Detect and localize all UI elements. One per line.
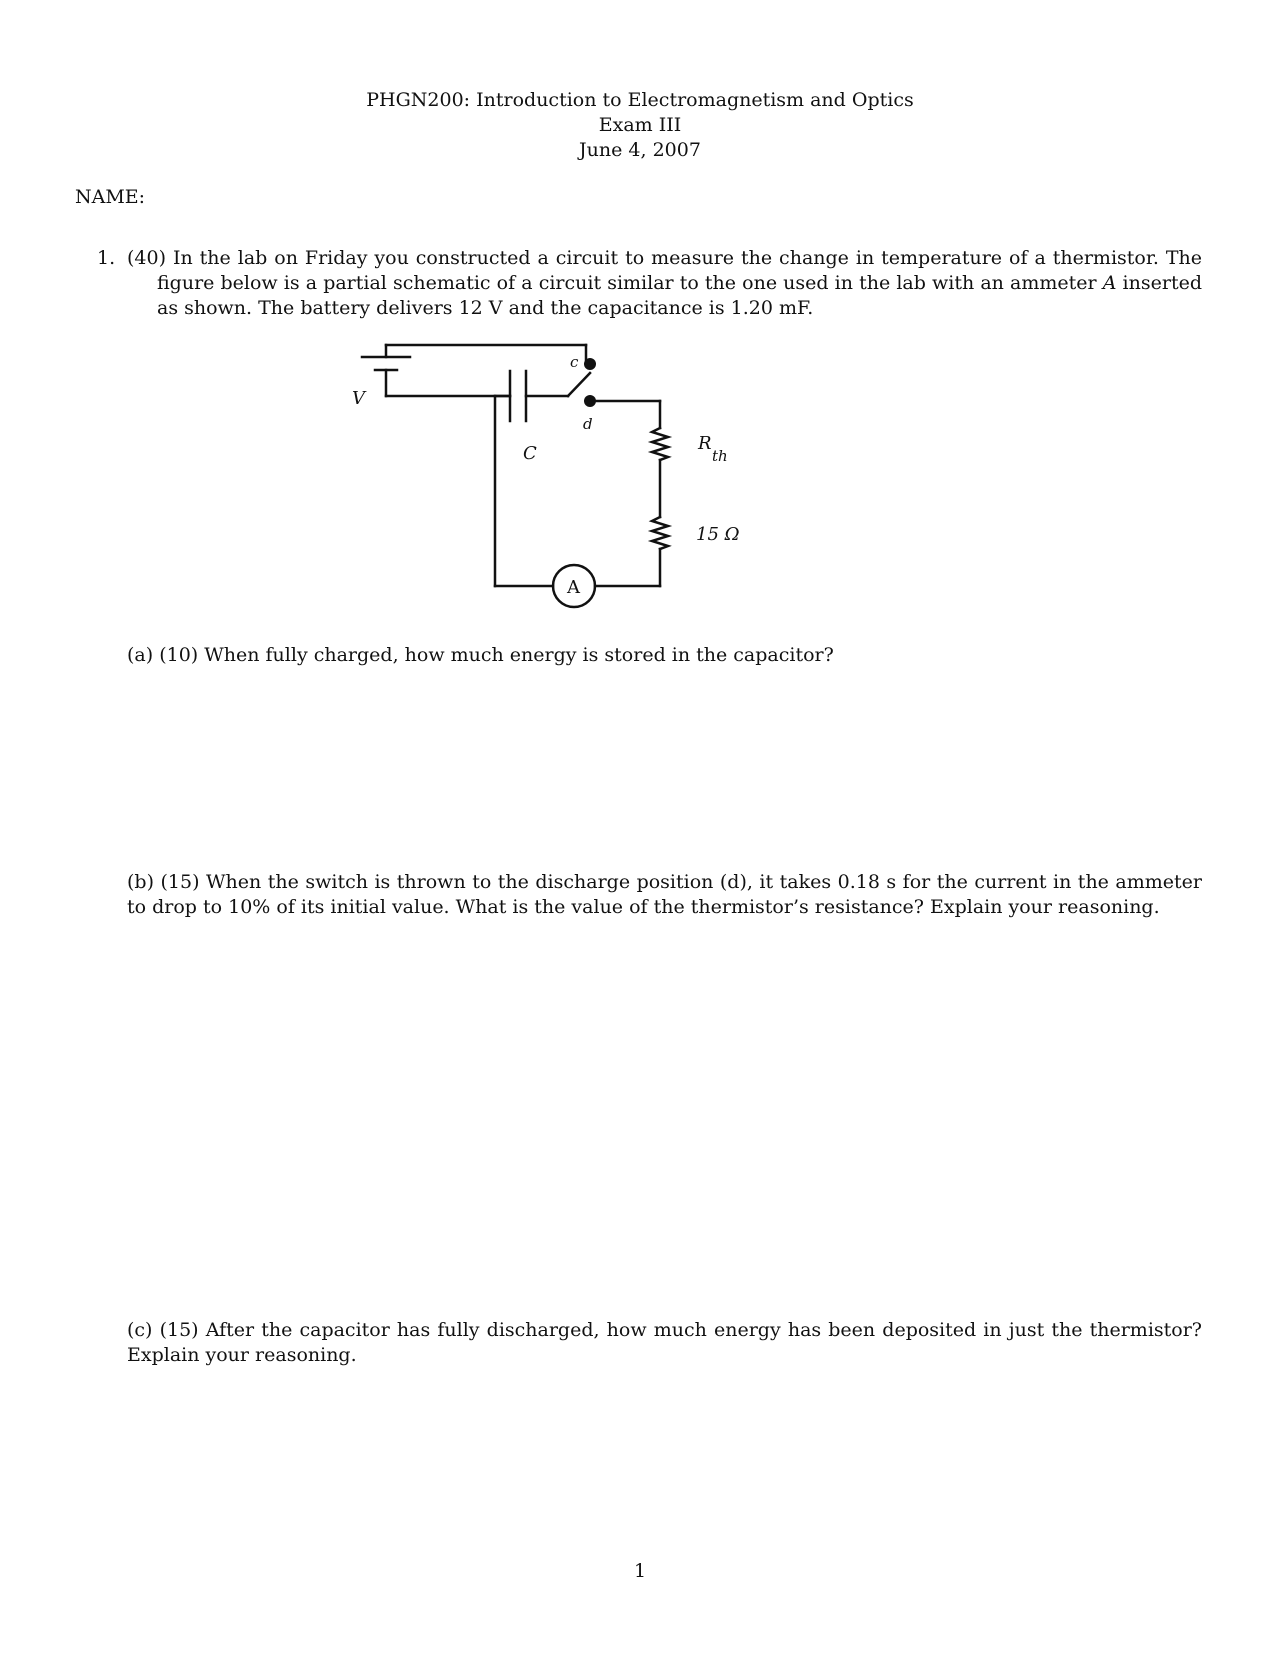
switch-c-label: c bbox=[570, 353, 579, 371]
circuit-diagram bbox=[0, 0, 1280, 640]
name-label: NAME: bbox=[75, 186, 146, 208]
part-a: (a) (10) When fully charged, how much energy is stored in the capacitor? bbox=[127, 644, 834, 666]
exam-title: Exam III bbox=[598, 114, 682, 136]
ammeter-symbol: A bbox=[1102, 272, 1117, 294]
question-number: 1. bbox=[97, 247, 116, 269]
capacitor-label: C bbox=[523, 443, 537, 464]
part-c: (c) (15) After the capacitor has fully discharged, how much energy has been deposited in just the thermistor? Explain your reasoning. bbox=[127, 1319, 1202, 1366]
page-number: 1 bbox=[633, 1560, 647, 1582]
thermistor-label: R bbox=[698, 433, 712, 454]
course-title: PHGN200: Introduction to Electromagnetism and Optics bbox=[366, 89, 914, 111]
switch-contact-c bbox=[584, 358, 596, 370]
battery-label: V bbox=[352, 388, 365, 409]
ammeter-label: A bbox=[567, 577, 580, 598]
part-b: (b) (15) When the switch is thrown to the discharge position (d), it takes 0.18 s for the current in the ammeter to drop to 10% of its initial value. What is the value of the thermistor’s resistance? Explain your reasoning. bbox=[127, 871, 1202, 918]
question-1-text: (40) In the lab on Friday you constructed a circuit to measure the change in temperature of a thermistor. The figure below is a partial schematic of a circuit similar to the one used in the lab with an ammeter A inserted as shown. The battery delivers 12 V and the capacitance is 1.20 mF. bbox=[127, 247, 1202, 319]
thermistor-subscript: th bbox=[712, 447, 728, 465]
exam-date: June 4, 2007 bbox=[579, 139, 701, 161]
resistor-label: 15 Ω bbox=[696, 524, 740, 545]
switch-d-label: d bbox=[583, 415, 593, 433]
thermistor-zigzag bbox=[652, 428, 668, 460]
resistor-zigzag bbox=[652, 517, 668, 549]
switch-arm bbox=[568, 373, 590, 396]
switch-contact-d bbox=[584, 395, 596, 407]
